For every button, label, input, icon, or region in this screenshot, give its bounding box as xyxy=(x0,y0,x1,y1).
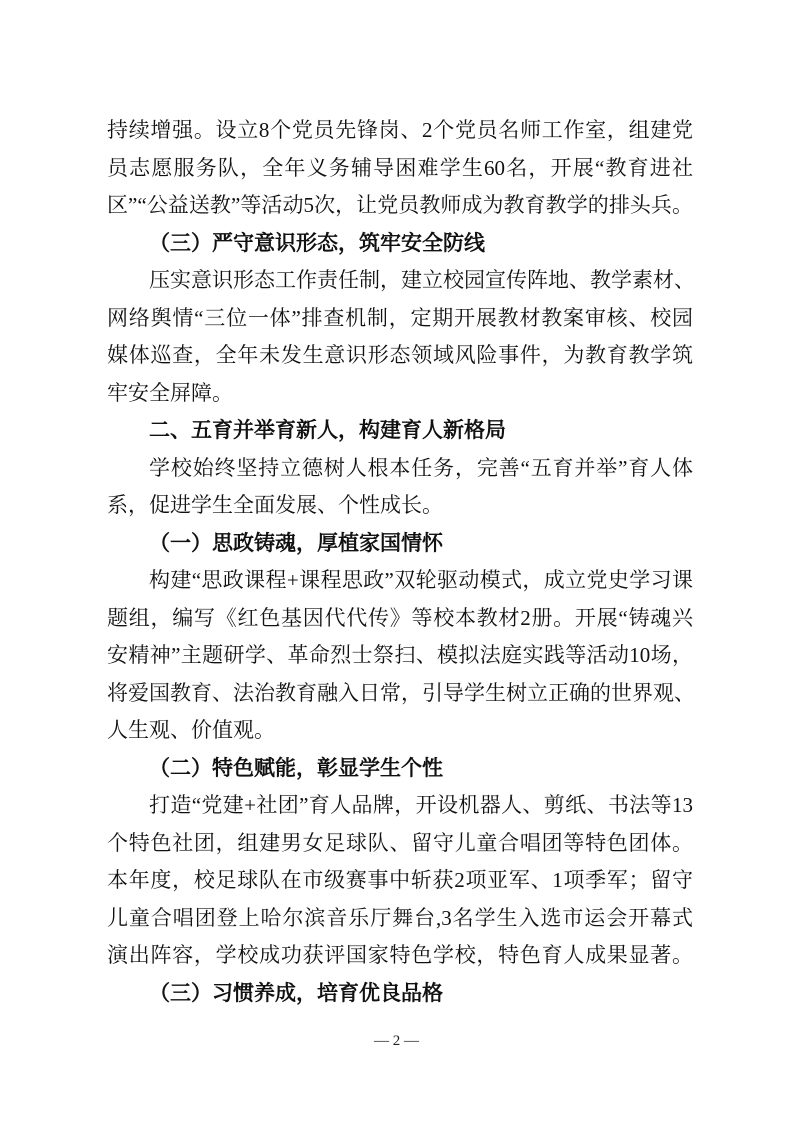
text-line: 安精神”主题研学、革命烈士祭扫、模拟法庭实践等活动10场， xyxy=(107,643,693,667)
text-line: 演出阵容，学校成功获评国家特色学校，特色育人成果显著。 xyxy=(107,943,693,967)
text-line: 区”“公益送教”等活动5次，让党员教师成为教育教学的排头兵。 xyxy=(107,193,693,217)
text-line: 题组，编写《红色基因代代传》等校本教材2册。开展“铸魂兴 xyxy=(107,605,693,630)
text-line: 本年度，校足球队在市级赛事中斩获2项亚军、1项季军；留守 xyxy=(107,868,693,892)
text-line: 网络舆情“三位一体”排查机制，定期开展教材教案审核、校园 xyxy=(107,305,693,330)
section-heading: 二、五育并举育新人，构建育人新格局 xyxy=(149,418,506,442)
text-line: 学校始终坚持立德树人根本任务，完善“五育并举”育人体 xyxy=(149,455,693,480)
text-line: 系，促进学生全面发展、个性成长。 xyxy=(107,493,443,517)
text-line: 人生观、价值观。 xyxy=(107,718,275,742)
section-heading: （三）习惯养成，培育优良品格 xyxy=(149,980,443,1005)
text-line: 媒体巡查，全年未发生意识形态领域风险事件，为教育教学筑 xyxy=(107,343,693,367)
section-heading: （一）思政铸魂，厚植家国情怀 xyxy=(149,530,443,555)
text-line: 构建“思政课程+课程思政”双轮驱动模式，成立党史学习课 xyxy=(149,568,693,592)
text-line: 个特色社团，组建男女足球队、留守儿童合唱团等特色团体。 xyxy=(107,830,693,855)
text-line: 持续增强。设立8个党员先锋岗、2个党员名师工作室，组建党 xyxy=(107,118,693,142)
text-line: 员志愿服务队，全年义务辅导困难学生60名，开展“教育进社 xyxy=(107,155,693,180)
text-line: 压实意识形态工作责任制，建立校园宣传阵地、教学素材、 xyxy=(149,268,695,292)
text-line: 打造“党建+社团”育人品牌，开设机器人、剪纸、书法等13 xyxy=(149,793,693,817)
text-line: 儿童合唱团登上哈尔滨音乐厅舞台,3名学生入选市运会开幕式 xyxy=(107,905,693,930)
document-body xyxy=(107,112,693,1012)
section-heading: （三）严守意识形态，筑牢安全防线 xyxy=(149,230,485,255)
text-line: 牢安全屏障。 xyxy=(107,380,233,405)
section-heading: （二）特色赋能，彰显学生个性 xyxy=(149,755,443,780)
text-line: 将爱国教育、法治教育融入日常，引导学生树立正确的世界观、 xyxy=(107,680,695,705)
page-number: — 2 — xyxy=(374,1033,419,1049)
